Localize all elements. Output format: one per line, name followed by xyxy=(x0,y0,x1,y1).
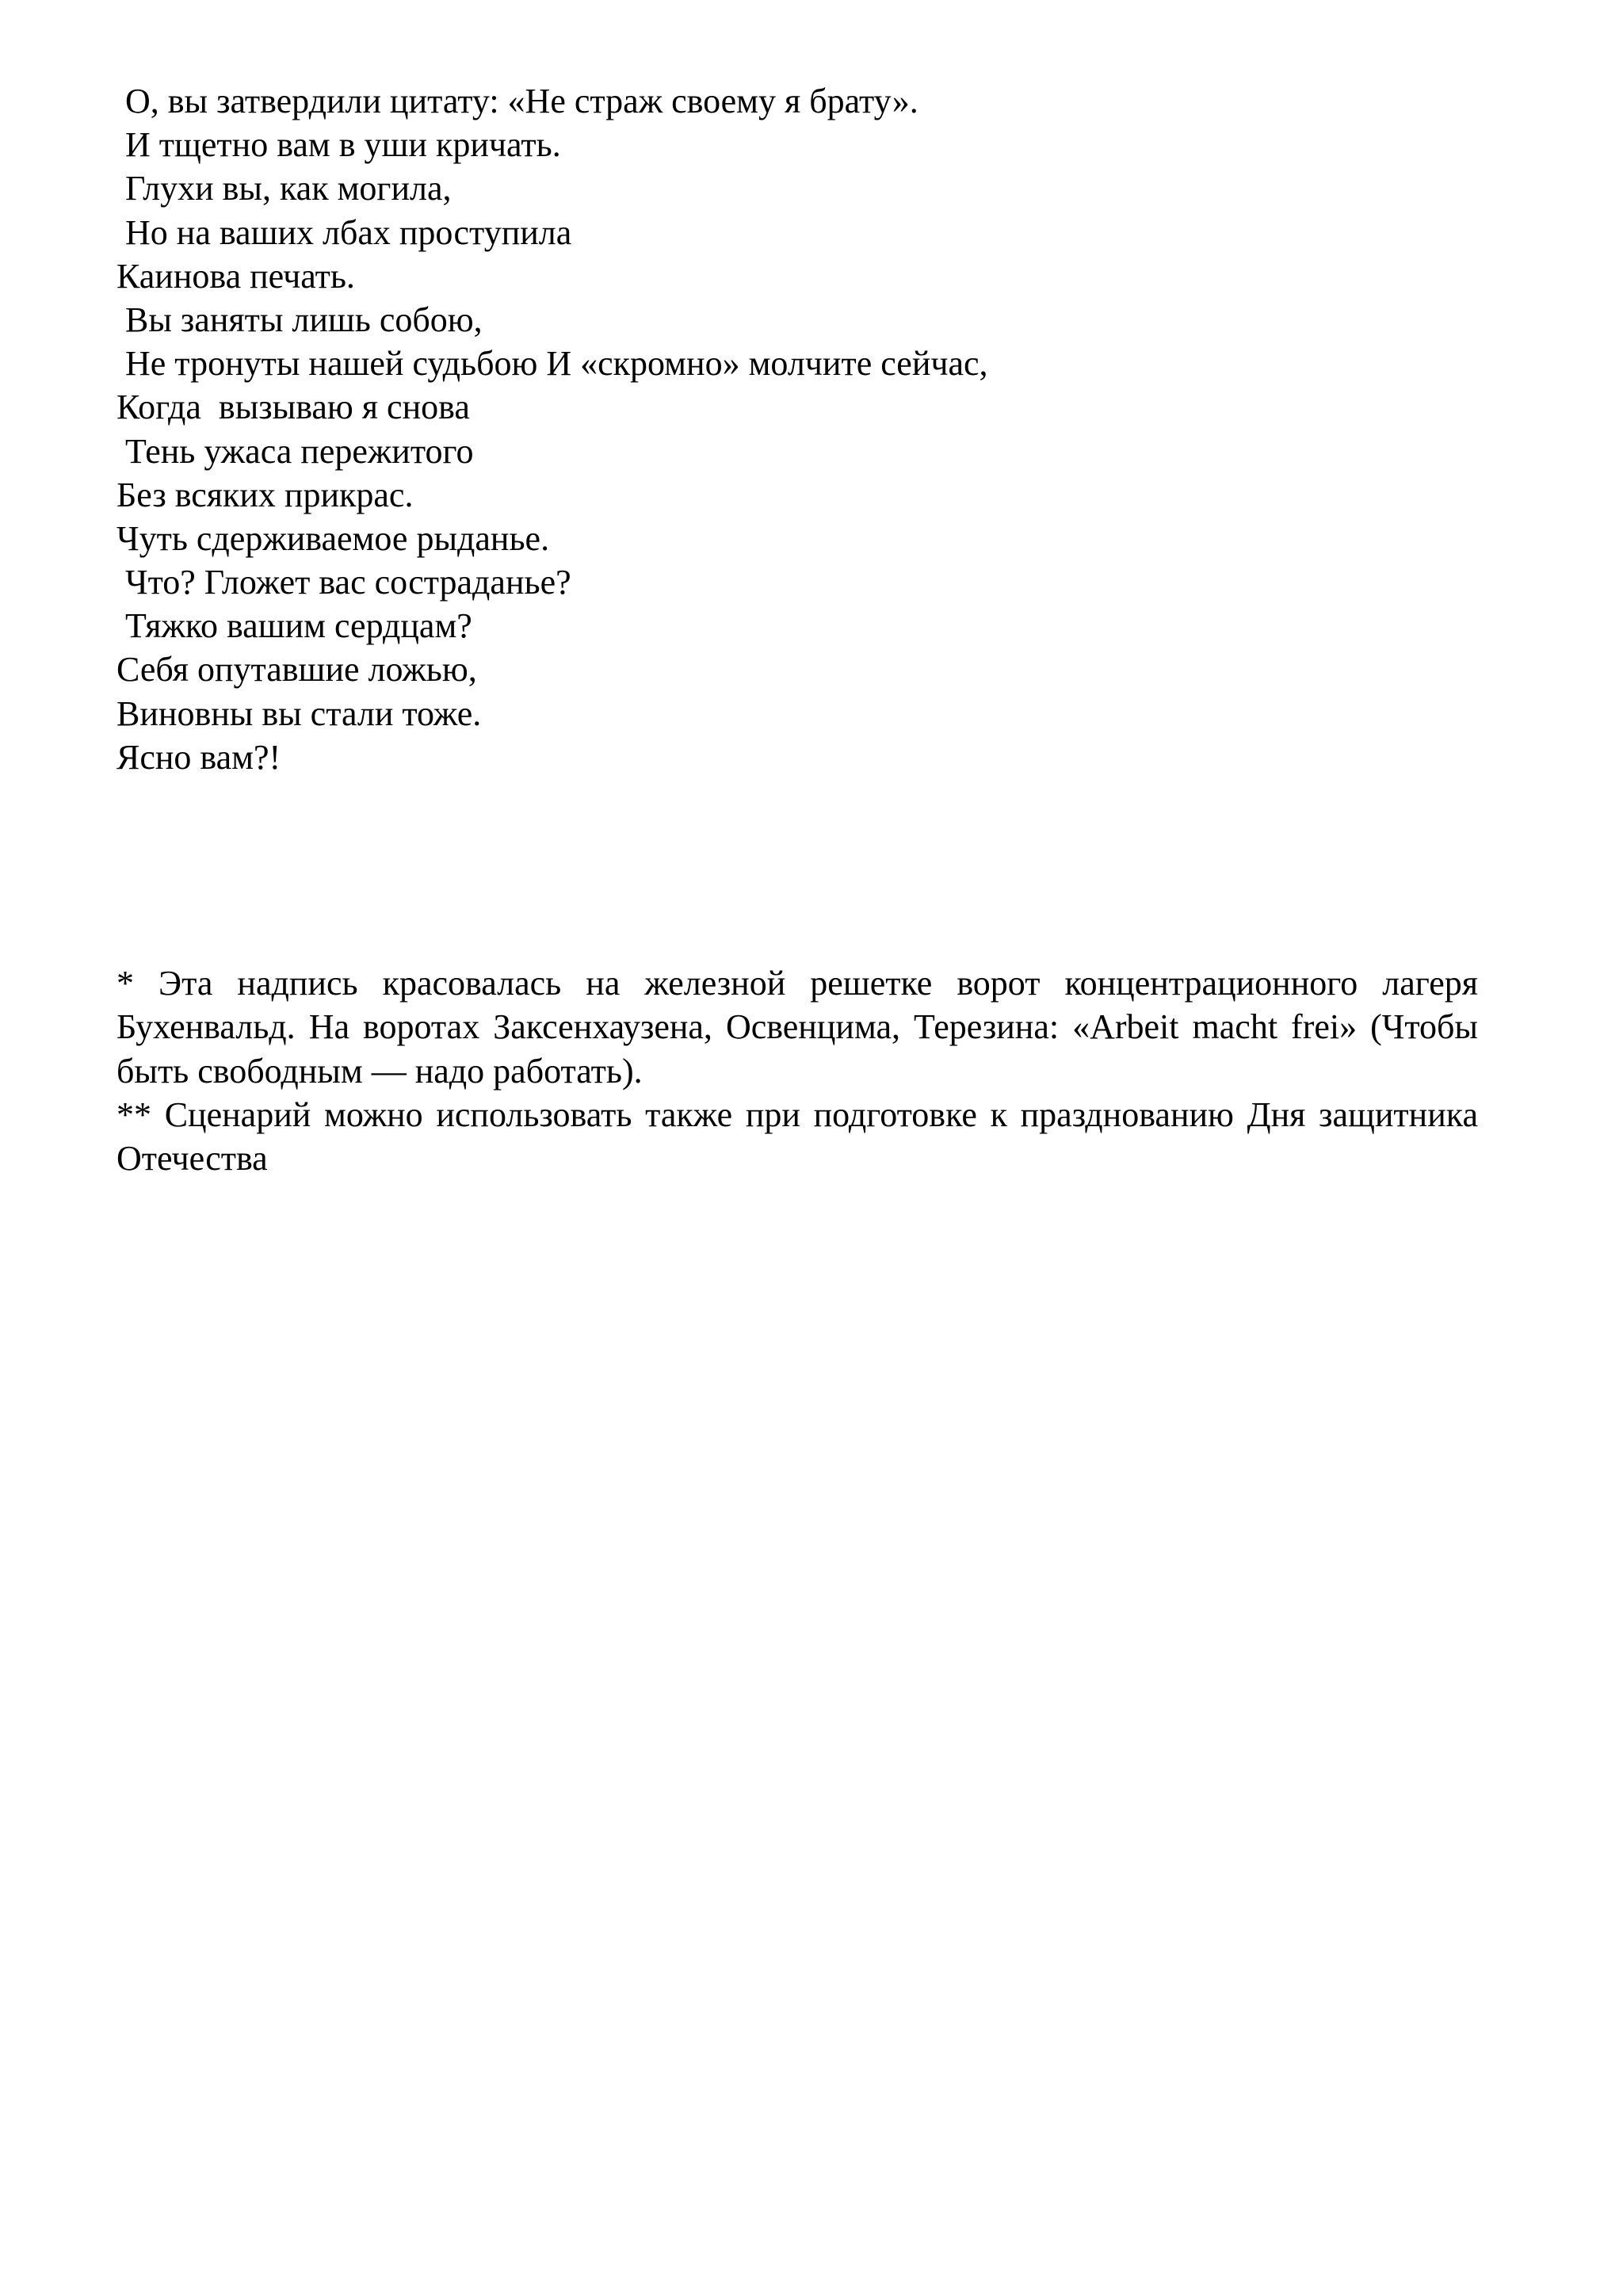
poem-line: Без всяких прикрас. xyxy=(116,475,414,514)
poem-line: О, вы затвердили цитату: «Не страж своему я брату». xyxy=(116,82,918,120)
poem-line: Глухи вы, как могила, xyxy=(116,169,452,208)
poem-line: Каинова печать. xyxy=(116,256,355,296)
poem-line: Не тронуты нашей судьбою И «скромно» молчите сейчас, xyxy=(116,344,988,384)
poem-line: Себя опутавшие ложью, xyxy=(116,650,477,690)
poem-line: Но на ваших лбах проступила xyxy=(116,212,572,252)
poem-line: Когда вызываю я снова xyxy=(116,388,470,427)
footnote-buchenwald: * Эта надпись красовалась на железной решетке ворот концентрационного лагеря Бухенвальд. На воротах Заксенхаузена, Освенцима, Терезина: «Arbeit macht frei» (Чтобы быть свободным — надо работать). xyxy=(116,964,1478,1091)
footnote-scenario: ** Сценарий можно использовать также при подготовке к празднованию Дня защитника Отечества xyxy=(116,1095,1478,1179)
poem-block xyxy=(116,79,1480,779)
poem-line: Тяжко вашим сердцам? xyxy=(116,606,472,646)
footnotes-block xyxy=(116,961,1478,1180)
poem-line: Что? Гложет вас состраданье? xyxy=(116,563,571,602)
poem-line: Виновны вы стали тоже. xyxy=(116,693,482,733)
poem-line: Тень ужаса пережитого xyxy=(116,431,474,471)
poem-line: Чуть сдерживаемое рыданье. xyxy=(116,518,550,558)
poem-line: И тщетно вам в уши кричать. xyxy=(116,125,561,165)
poem-line: Ясно вам?! xyxy=(116,737,281,777)
poem-line: Вы заняты лишь собою, xyxy=(116,300,483,339)
